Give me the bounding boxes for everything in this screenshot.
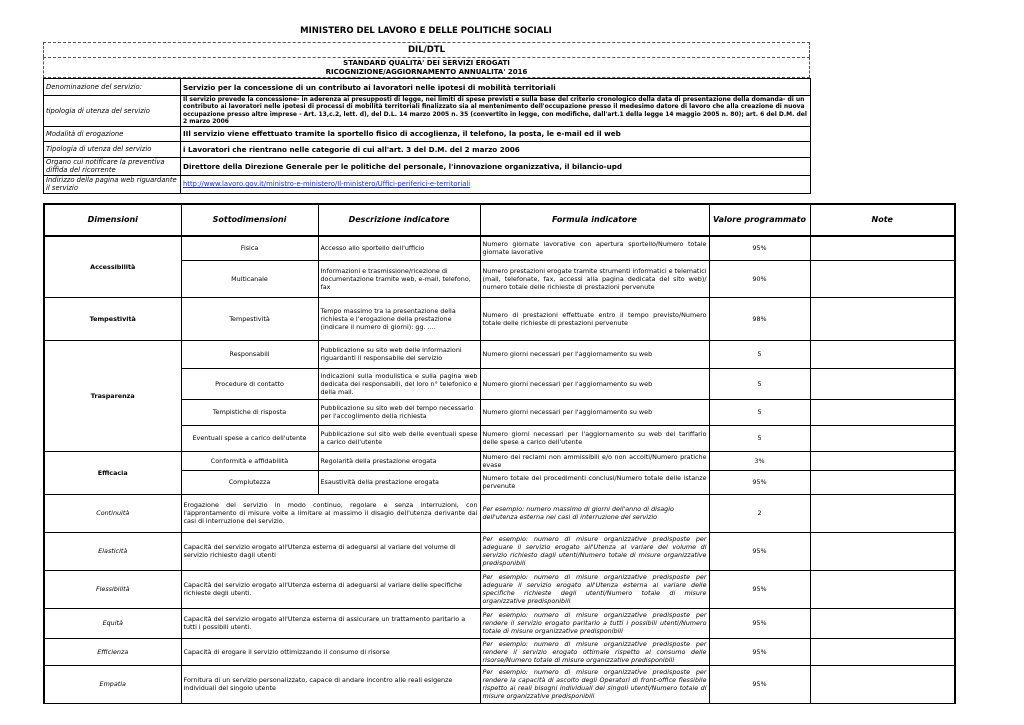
info-row	[44, 96, 811, 127]
dimension-accessibilita: Accessibilità	[44, 236, 181, 297]
note-cell	[810, 608, 955, 638]
value-cell: 95%	[709, 608, 810, 638]
service-web-link[interactable]: http://www.lavoro.gov.it/ministro-e-ministero/Il-ministero/Uffici-periferici-e-territoriali	[181, 175, 811, 193]
table-row	[44, 368, 955, 399]
table-row	[44, 236, 955, 260]
value-cell: 95%	[709, 532, 810, 570]
table-row	[44, 470, 955, 494]
info-row	[44, 79, 811, 96]
subdimension-cell: Conformità e affidabilità	[181, 451, 318, 470]
description-cell: Regolarità della prestazione erogata	[318, 451, 480, 470]
table-row	[44, 297, 955, 340]
standards-heading	[43, 57, 810, 78]
info-row	[44, 157, 811, 175]
formula-cell: Per esempio: numero di misure organizzative predisposte per adeguare il servizio erogato all'Utenza esterna al variare delle specifiche richieste degli utenti/Numero totale di misure organizzative predisponibili	[480, 570, 709, 608]
service-info-table	[43, 78, 811, 194]
info-label: Indirizzo della pagina web riguardante il servizio	[44, 175, 181, 193]
subdimension-cell: Eventuali spese a carico dell'utente	[181, 425, 318, 451]
formula-cell: Per esempio: numero massimo di giorni dell'anno di disagio dell'utenza esterna nei casi di interruzione del servizio	[480, 494, 709, 532]
value-cell: 5	[709, 340, 810, 368]
table-row	[44, 451, 955, 470]
formula-cell: Numero giorni necessari per l'aggiornamento su web	[480, 368, 709, 399]
note-cell	[810, 425, 955, 451]
header-value: Valore programmato	[709, 204, 810, 236]
info-label: Modalità di erogazione	[44, 126, 181, 141]
service-info-block	[43, 42, 810, 194]
table-row	[44, 425, 955, 451]
header-dimensions: Dimensioni	[44, 204, 181, 236]
formula-cell: Numero giorni necessari per l'aggiornamento su web	[480, 340, 709, 368]
header-formula: Formula indicatore	[480, 204, 709, 236]
note-cell	[810, 638, 955, 665]
value-cell: 90%	[709, 260, 810, 297]
formula-cell: Numero giorni necessari per l'aggiornamento su web del tariffario delle spese a carico dell'utente	[480, 425, 709, 451]
header-subdimensions: Sottodimensioni	[181, 204, 318, 236]
note-cell	[810, 665, 955, 703]
standards-subtitle: STANDARD QUALITA' DEI SERVIZI EROGATI	[343, 59, 510, 67]
description-cell: Indicazioni sulla modulistica e sulla pagina web dedicata dei responsabili, del loro n° telefonico e della mail.	[318, 368, 480, 399]
table-row	[44, 532, 955, 570]
table-row	[44, 570, 955, 608]
description-cell: Pubblicazione sul sito web delle eventuali spese a carico dell'utente	[318, 425, 480, 451]
note-cell	[810, 297, 955, 340]
delivery-mode: IIl servizio viene effettuato tramite la sportello fisico di accoglienza, il telefono, la posta, le e-mail ed il web	[181, 126, 811, 141]
description-cell: Pubblicazione su sito web delle informazioni riguardanti il responsabile del servizio	[318, 340, 480, 368]
info-label: tipologia di utenza del servizio	[44, 96, 181, 127]
value-cell: 3%	[709, 451, 810, 470]
description-cell: Fornitura di un servizio personalizzato, capace di andare incontro alle reali esigenze individuali del singolo utente	[181, 665, 480, 703]
table-row	[44, 638, 955, 665]
note-cell	[810, 494, 955, 532]
table-row	[44, 340, 955, 368]
office-title: DIL/DTL	[43, 42, 810, 57]
subdimension-cell: Tempestività	[181, 297, 318, 340]
info-row	[44, 141, 811, 157]
table-row	[44, 494, 955, 532]
note-cell	[810, 399, 955, 425]
ministry-title: MINISTERO DEL LAVORO E DELLE POLITICHE SOCIALI	[300, 26, 552, 36]
quality-standards-table	[43, 203, 956, 704]
value-cell: 95%	[709, 638, 810, 665]
dimension-trasparenza: Trasparenza	[44, 340, 181, 451]
formula-cell: Numero prestazioni erogate tramite strumenti informatici e telematici (mail, telefonate, fax, accessi alla pagina dedicata del sito web)/ numero totale delle richieste di prestazioni pervenute	[480, 260, 709, 297]
description-cell: Capacità di erogare il servizio ottimizzando il consumo di risorse	[181, 638, 480, 665]
table-row	[44, 665, 955, 703]
info-label: Organo cui notificare la preventiva diffida del ricorrente	[44, 157, 181, 175]
dimension-tempestivita: Tempestività	[44, 297, 181, 340]
formula-cell: Numero dei reclami non ammissibili e/o non accolti/Numero pratiche evase	[480, 451, 709, 470]
value-cell: 5	[709, 399, 810, 425]
subdimension-cell: Responsabili	[181, 340, 318, 368]
info-row	[44, 175, 811, 193]
value-cell: 2	[709, 494, 810, 532]
dimension-efficacia: Efficacia	[44, 451, 181, 494]
subdimension-cell: Tempistiche di risposta	[181, 399, 318, 425]
description-cell: Informazioni e trasmissione/ricezione di documentazione tramite web, e-mail, telefono, fax	[318, 260, 480, 297]
notification-body: Direttore della Direzione Generale per le politiche del personale, l'innovazione organizzativa, il bilancio-upd	[181, 157, 811, 175]
value-cell: 5	[709, 368, 810, 399]
note-cell	[810, 236, 955, 260]
service-description: Il servizio prevede la concessione- in aderenza ai presupposti di legge, nei limiti di spese previsti e sulla base del criterio cronologico della data di presentazione della domanda- di un contributo ai lavoratori nelle ipotesi di processi di mobilità territoriali finalizzato sia al mentenimento dell'occupazione presso il medesimo datore di lavoro che alla creazione di nuova occupazione presso altre imprese - Art. 13,c.2, lett. d), del D.L. 14 marzo 2005 n. 35 (convertito in legge, con modifiche, dall'art.1 della legge 14 maggio 2005 n. 80); art. 6 del D.M. del 2 marzo 2006	[181, 96, 811, 127]
value-cell: 98%	[709, 297, 810, 340]
dimension-equita: Equità	[44, 608, 181, 638]
description-cell: Pubblicazione su sito web del tempo necessario per l'accoglimento della richiesta	[318, 399, 480, 425]
formula-cell: Per esempio: numero di misure organizzative predisposte per rendere la capacità di ascolto degli Operatori di front-office flessibile rispetto ai reali bisogni individuali dei singoli utenti/Numero totale di misure organizzative predisponibili	[480, 665, 709, 703]
formula-cell: Numero giornate lavorative con apertura sportello/Numero totale giornate lavorative	[480, 236, 709, 260]
survey-subtitle: RICOGNIZIONE/AGGIORNAMENTO ANNUALITA' 2016	[325, 68, 528, 76]
table-header-row	[44, 204, 955, 236]
dimension-continuita: Continuità	[44, 494, 181, 532]
note-cell	[810, 470, 955, 494]
formula-cell: Numero giorni necessari per l'aggiornamento su web	[480, 399, 709, 425]
formula-cell: Per esempio: numero di misure organizzative predisposte per rendere il servizio erogato ottimale rispetto al consumo delle risorse/Numero totale di misure organizzative predisponibili	[480, 638, 709, 665]
info-row	[44, 126, 811, 141]
value-cell: 95%	[709, 236, 810, 260]
service-name: Servizio per la concessione di un contributo ai lavoratori nelle ipotesi di mobilità territoriali	[181, 79, 811, 96]
description-cell: Capacità del servizio erogato all'Utenza esterna di assicurare un trattamento paritario a tutti i possibili utenti.	[181, 608, 480, 638]
header-notes: Note	[810, 204, 955, 236]
note-cell	[810, 368, 955, 399]
info-label: Denominazione del servizio:	[44, 79, 181, 96]
header-description: Descrizione indicatore	[318, 204, 480, 236]
description-cell: Erogazione del servizio in modo continuo, regolare e senza interruzioni, con l'approntamento di misure volte a limitare al massimo il disagio dell'utenza derivante dai casi di interruzione del servizio.	[181, 494, 480, 532]
table-row	[44, 399, 955, 425]
subdimension-cell: Fisica	[181, 236, 318, 260]
user-type: i Lavoratori che rientrano nelle categorie di cui all'art. 3 del D.M. del 2 marzo 2006	[181, 141, 811, 157]
formula-cell: Numero totale dei procedimenti conclusi/Numero totale delle istanze pervenute	[480, 470, 709, 494]
table-row	[44, 608, 955, 638]
value-cell: 95%	[709, 570, 810, 608]
dimension-empatia: Empatia	[44, 665, 181, 703]
dimension-elasticita: Elasticità	[44, 532, 181, 570]
formula-cell: Per esempio: numero di misure organizzative predisposte per adeguare il servizio erogato all'Utenza al variare del volume di servizio richiesto dagli utenti/Numero totale di misure organizzative predisponibili	[480, 532, 709, 570]
note-cell	[810, 570, 955, 608]
description-cell: Capacità del servizio erogato all'Utenza esterna di adeguarsi al variare del volume di servizio richiesto dagli utenti	[181, 532, 480, 570]
subdimension-cell: Procedure di contatto	[181, 368, 318, 399]
formula-cell: Numero di prestazioni effettuate entro il tempo previsto/Numero totale delle richieste di prestazioni pervenute	[480, 297, 709, 340]
note-cell	[810, 451, 955, 470]
value-cell: 95%	[709, 470, 810, 494]
value-cell: 5	[709, 425, 810, 451]
description-cell: Esaustività della prestazione erogata	[318, 470, 480, 494]
description-cell: Capacità del servizio erogato all'Utenza esterna di adeguarsi al variare delle specifiche richieste degli utenti.	[181, 570, 480, 608]
description-cell: Tempo massimo tra la presentazione della richiesta e l'erogazione della prestazione (indicare il numero di giorni): gg. ....	[318, 297, 480, 340]
value-cell: 95%	[709, 665, 810, 703]
dimension-flessibilita: Flessibilità	[44, 570, 181, 608]
note-cell	[810, 532, 955, 570]
info-label: Tipologia di utenza del servizio	[44, 141, 181, 157]
table-row	[44, 260, 955, 297]
dimension-efficienza: Efficienza	[44, 638, 181, 665]
note-cell	[810, 340, 955, 368]
formula-cell: Per esempio: numero di misure organizzative predisposte per rendere il servizio erogato paritario a tutti i possibili utenti/Numero totale di misure organizzative predisponibili	[480, 608, 709, 638]
subdimension-cell: Compiutezza	[181, 470, 318, 494]
subdimension-cell: Multicanale	[181, 260, 318, 297]
note-cell	[810, 260, 955, 297]
description-cell: Accesso allo sportello dell'ufficio	[318, 236, 480, 260]
